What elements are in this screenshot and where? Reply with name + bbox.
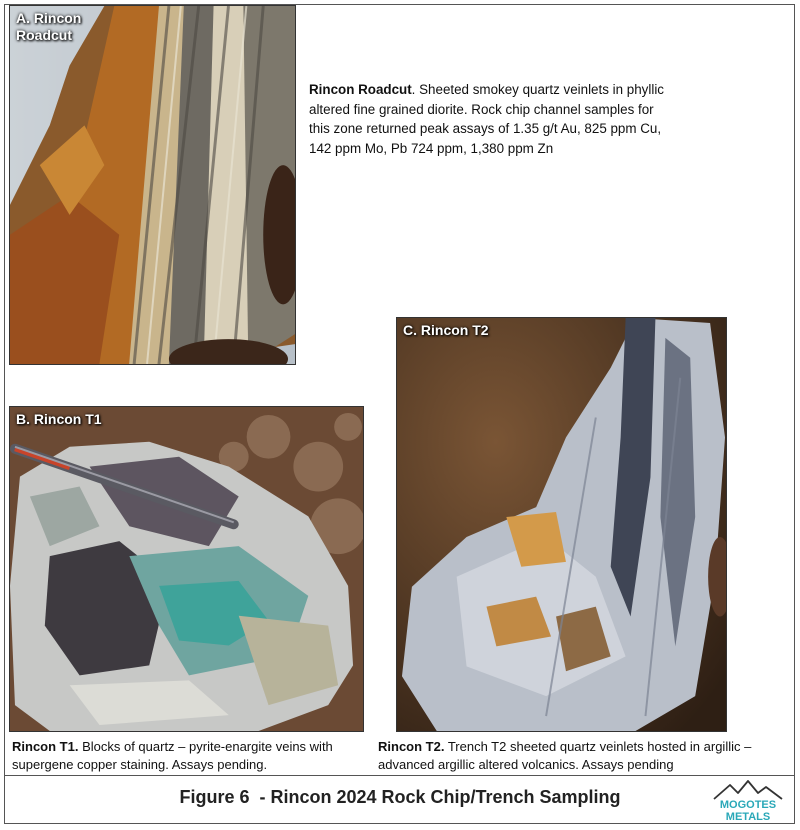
figure-title: Figure 6 - Rincon 2024 Rock Chip/Trench Sampling [179,787,621,807]
footer-divider [4,775,795,776]
panel-a-caption [309,80,669,158]
rock-sample-image [10,6,295,364]
panel-c-caption-title: Rincon T2. [378,739,445,754]
panel-c-label [403,322,489,339]
panel-c-label-text: C. Rincon T2 [403,322,489,338]
panel-b-caption [12,738,372,774]
rock-sample-image [397,318,726,731]
rock-sample-image [10,407,363,731]
logo-line1: MOGOTES [719,799,777,811]
logo-line2: METALS [725,811,771,823]
panel-b-label-text: B. Rincon T1 [16,411,102,427]
company-logo [708,779,788,823]
panel-c-caption-text: Trench T2 sheeted quartz veinlets hosted in argillic – advanced argillic altered volcanics. Assays pending [378,739,752,772]
panel-a-label [16,10,81,44]
panel-c-caption [378,738,778,774]
photo-rincon-roadcut [9,5,296,365]
panel-b-caption-text: Blocks of quartz – pyrite-enargite veins with supergene copper staining. Assays pending. [12,739,333,772]
photo-rincon-t1 [9,406,364,732]
panel-b-caption-title: Rincon T1. [12,739,79,754]
panel-a-caption-text: . Sheeted smokey quartz veinlets in phyllic altered fine grained diorite. Rock chip channel samples for this zone returned peak assays of 1.35 g/t Au, 825 ppm Cu, 142 ppm Mo, Pb 724 ppm, 1,380 ppm Zn [309,82,664,156]
panel-a-caption-title: Rincon Roadcut [309,82,412,97]
panel-a-label-line2: Roadcut [16,27,72,43]
panel-a-label-line1: A. Rincon [16,10,82,26]
mountain-icon [708,779,788,801]
photo-rincon-t2 [396,317,727,732]
panel-b-label [16,411,102,428]
